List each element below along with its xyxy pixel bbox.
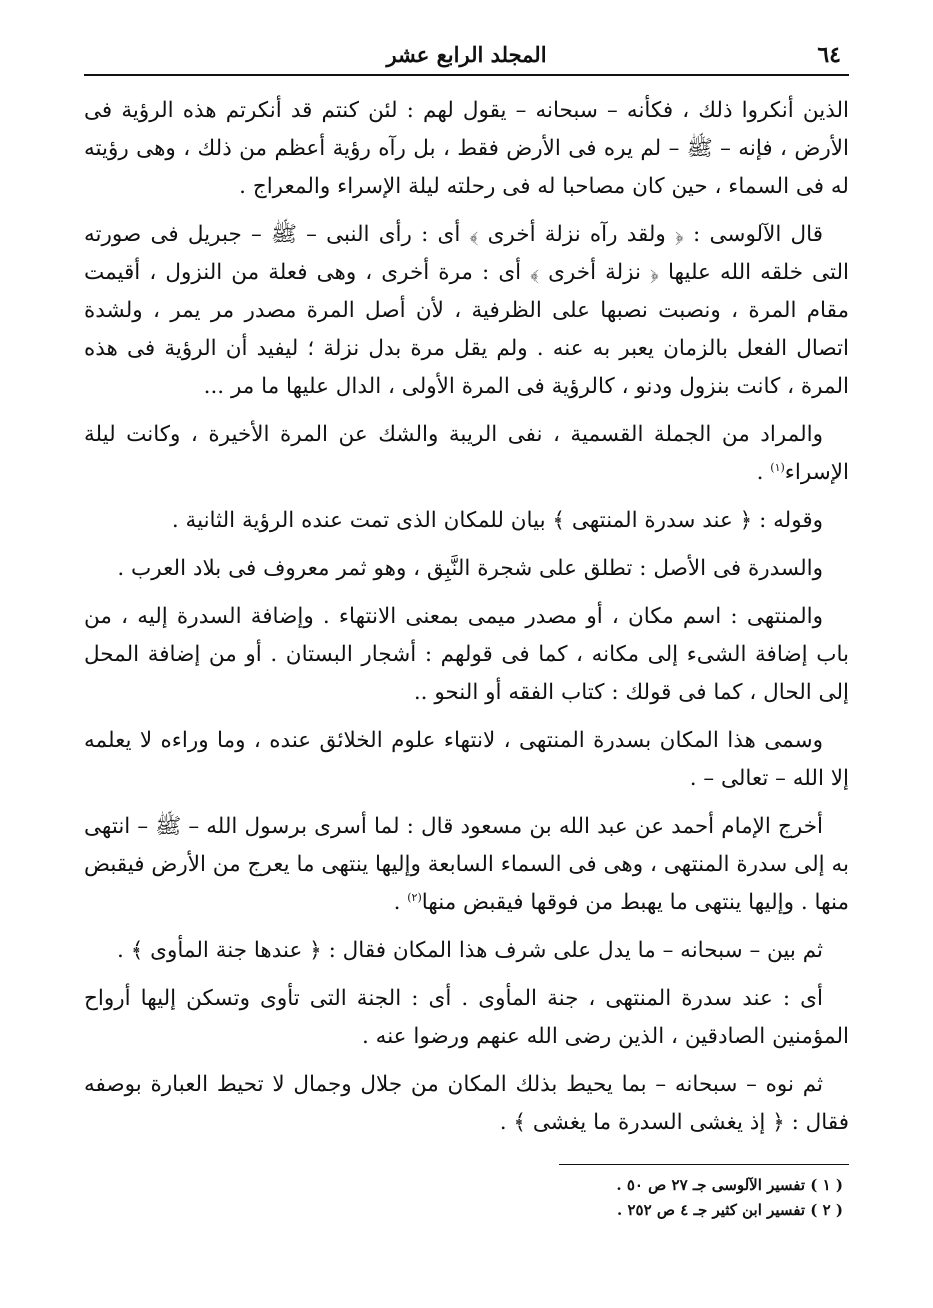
paragraph [84, 808, 849, 922]
paragraph-text: والمنتهى : اسم مكان ، أو مصدر ميمى بمعنى الانتهاء . وإضافة السدرة إليه ، من باب إضافة الشىء إلى مكانه ، كما فى قولهم : أشجار البستان . أو من إضافة المحل إلى الحال ، كما فى قولك : كتاب الفقه أو النحو .. [84, 604, 849, 705]
paragraph [84, 722, 849, 798]
paragraph [84, 502, 849, 540]
paragraph [84, 598, 849, 712]
paragraph [84, 1066, 849, 1142]
paragraph-text: والمراد من الجملة القسمية ، نفى الريبة والشك عن المرة الأخيرة ، وكانت ليلة الإسراء [84, 422, 849, 485]
paragraph-text: الذين أنكروا ذلك ، فكأنه – سبحانه – يقول لهم : لئن كنتم قد أنكرتم هذه الرؤية فى الأرض ، فإنه – ﷺ – لم يره فى الأرض فقط ، بل رآه رؤية أعظم من ذلك ، وهى رؤيته له فى السماء ، حين كان مصاحبا له فى رحلته ليلة الإسراء والمعراج . [84, 98, 849, 199]
paragraph-tail: . [393, 890, 408, 915]
page-number: ٦٤ [817, 42, 841, 68]
paragraph [84, 550, 849, 588]
paragraph [84, 932, 849, 970]
body-text [84, 92, 849, 1142]
paragraph-text: أخرج الإمام أحمد عن عبد الله بن مسعود قال : لما أسرى برسول الله – ﷺ – انتهى به إلى سدرة المنتهى ، وهى فى السماء السابعة وإليها ينتهى ما يعرج من الأرض فيقبض منها . وإليها ينتهى ما يهبط من فوقها فيقبض منها [84, 814, 849, 915]
paragraph-text: وقوله : ﴿ عند سدرة المنتهى ﴾ بيان للمكان الذى تمت عنده الرؤية الثانية . [171, 508, 823, 533]
paragraph-text: قال الآلوسى : ﴿ ولقد رآه نزلة أخرى ﴾ أى : رأى النبى – ﷺ – جبريل فى صورته التى خلقه الله عليها ﴿ نزلة أخرى ﴾ أى : مرة أخرى ، وهى فعلة من النزول ، أقيمت مقام المرة ، ونصبت نصبها على الظرفية ، لأن أصل المرة مصدر مر يمر ، ولشدة اتصال الفعل بالزمان يعبر به عنه . ولم يقل مرة بدل نزلة ؛ ليفيد أن الرؤية فى هذه المرة ، كانت بنزول ودنو ، كالرؤية فى المرة الأولى ، الدال عليها ما مر ... [84, 222, 849, 399]
footnote-divider [559, 1164, 849, 1165]
footnote-ref[interactable]: (١) [770, 460, 785, 474]
paragraph [84, 92, 849, 206]
paragraph-text: وسمى هذا المكان بسدرة المنتهى ، لانتهاء علوم الخلائق عنده ، وما وراءه لا يعلمه إلا الله – تعالى – . [84, 728, 849, 791]
paragraph [84, 416, 849, 492]
paragraph-text: والسدرة فى الأصل : تطلق على شجرة النَّبِق ، وهو ثمر معروف فى بلاد العرب . [117, 556, 823, 581]
paragraph-text: ثم نوه – سبحانه – بما يحيط بذلك المكان من جلال وجمال لا تحيط العبارة بوصفه فقال : ﴿ إذ يغشى السدرة ما يغشى ﴾ . [84, 1072, 849, 1135]
footnote-item: ( ١ ) تفسير الآلوسى جـ ٢٧ ص ٥٠ . [616, 1176, 843, 1194]
running-header [84, 30, 849, 76]
paragraph-text: ثم بين – سبحانه – ما يدل على شرف هذا المكان فقال : ﴿ عندها جنة المأوى ﴾ . [117, 938, 823, 963]
page [84, 30, 849, 1223]
footnote-ref[interactable]: (٢) [407, 890, 422, 904]
paragraph-tail: . [756, 460, 771, 485]
footnote-item: ( ٢ ) تفسير ابن كثير جـ ٤ ص ٢٥٢ . [617, 1201, 843, 1219]
footnotes [84, 1173, 849, 1223]
paragraph [84, 980, 849, 1056]
volume-title: المجلد الرابع عشر [386, 42, 547, 67]
paragraph [84, 216, 849, 406]
paragraph-text: أى : عند سدرة المنتهى ، جنة المأوى . أى : الجنة التى تأوى وتسكن إليها أرواح المؤمنين الصادقين ، الذين رضى الله عنهم ورضوا عنه . [84, 986, 849, 1049]
